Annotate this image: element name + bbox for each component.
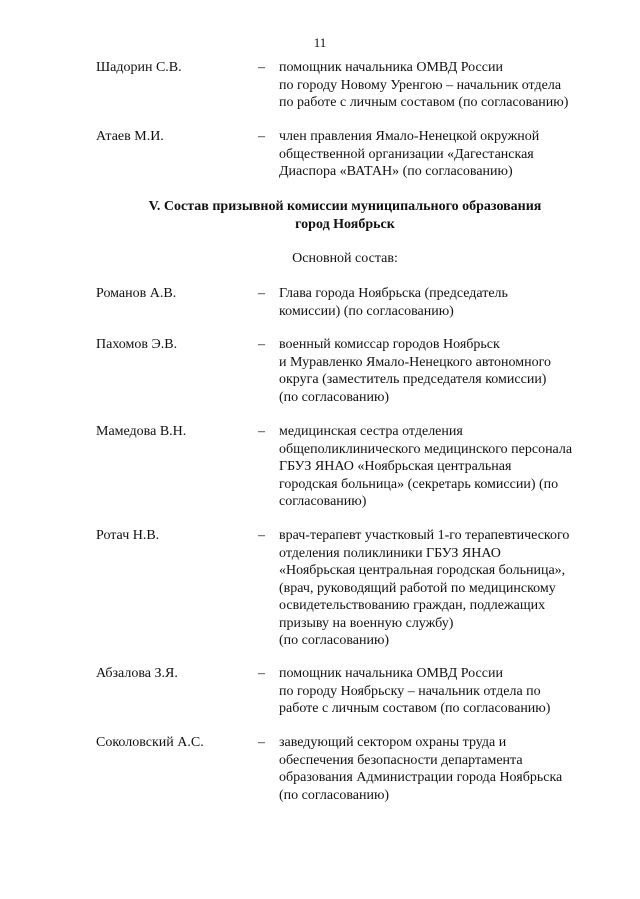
page-number: 11 [313,35,327,50]
dash-separator: – [258,286,265,301]
member-role [279,59,609,112]
member-name: Романов А.В. [96,286,177,301]
role-line: комиссии) (по согласованию) [279,303,454,319]
role-line: помощник начальника ОМВД России [279,666,503,681]
member-role [279,734,609,804]
role-line: работе с личным составом (по согласованию) [279,701,551,716]
dash-separator: – [258,337,265,352]
role-line: член правления Ямало-Ненецкой окружной [279,129,540,144]
section-title-line: город Ноябрьск [295,217,395,232]
role-line: и Муравленко Ямало-Ненецкого автономного [279,354,551,370]
role-line: (по согласованию) [279,389,390,405]
member-role [279,128,609,181]
role-line: городская больница» (секретарь комиссии) (по [279,476,559,492]
role-line: (по согласованию) [279,787,390,803]
member-name: Атаев М.И. [96,129,164,144]
role-line: военный комиссар городов Ноябрьск [279,337,500,352]
role-line: врач-терапевт участковый 1-го терапевтического [279,528,570,543]
role-line: Диаспора «ВАТАН» (по согласованию) [279,164,513,179]
dash-separator: – [258,666,265,681]
section-title-line: V. Состав призывной комиссии муниципального образования [148,199,542,214]
role-line: помощник начальника ОМВД России [279,60,503,75]
role-line: (по согласованию) [279,633,390,648]
role-line: согласованию) [279,494,367,509]
dash-separator: – [258,735,265,750]
role-line: по работе с личным составом (по согласованию) [279,95,569,110]
member-name: Ротач Н.В. [96,528,160,543]
member-role [279,423,609,511]
member-name: Мамедова В.Н. [96,424,187,439]
role-line: обеспечения безопасности департамента [279,752,523,768]
dash-separator: – [258,424,265,439]
member-name: Абзалова З.Я. [96,666,178,681]
role-line: общеполиклинического медицинского персонала [279,441,573,457]
dash-separator: – [258,528,265,543]
role-line: призыву на военную службу) [279,615,454,631]
role-line: (врач, руководящий работой по медицинскому [279,580,556,596]
subsection-title: Основной состав: [292,251,398,266]
member-role [279,336,609,406]
dash-separator: – [258,129,265,144]
dash-separator: – [258,60,265,75]
member-name: Соколовский А.С. [96,735,204,750]
role-line: по городу Ноябрьску – начальник отдела по [279,683,541,699]
role-line: по городу Новому Уренгою – начальник отдела [279,77,562,93]
role-line: «Ноябрьская центральная городская больница», [279,563,566,578]
role-line: ГБУЗ ЯНАО «Ноябрьская центральная [279,459,512,474]
role-line: заведующий сектором охраны труда и [279,735,507,750]
role-line: освидетельствованию граждан, подлежащих [279,598,546,613]
member-role [279,527,609,650]
role-line: отделения поликлиники ГБУЗ ЯНАО [279,545,501,561]
member-name: Пахомов Э.В. [96,337,178,352]
role-line: образования Администрации города Ноябрьска [279,770,563,785]
member-role [279,665,609,718]
role-line: общественной организации «Дагестанская [279,146,534,162]
role-line: Глава города Ноябрьска (председатель [279,286,508,301]
section-title [0,198,640,234]
member-name: Шадорин С.В. [96,60,182,75]
role-line: округа (заместитель председателя комиссии) [279,372,547,387]
role-line: медицинская сестра отделения [279,424,463,439]
member-role [279,285,609,320]
